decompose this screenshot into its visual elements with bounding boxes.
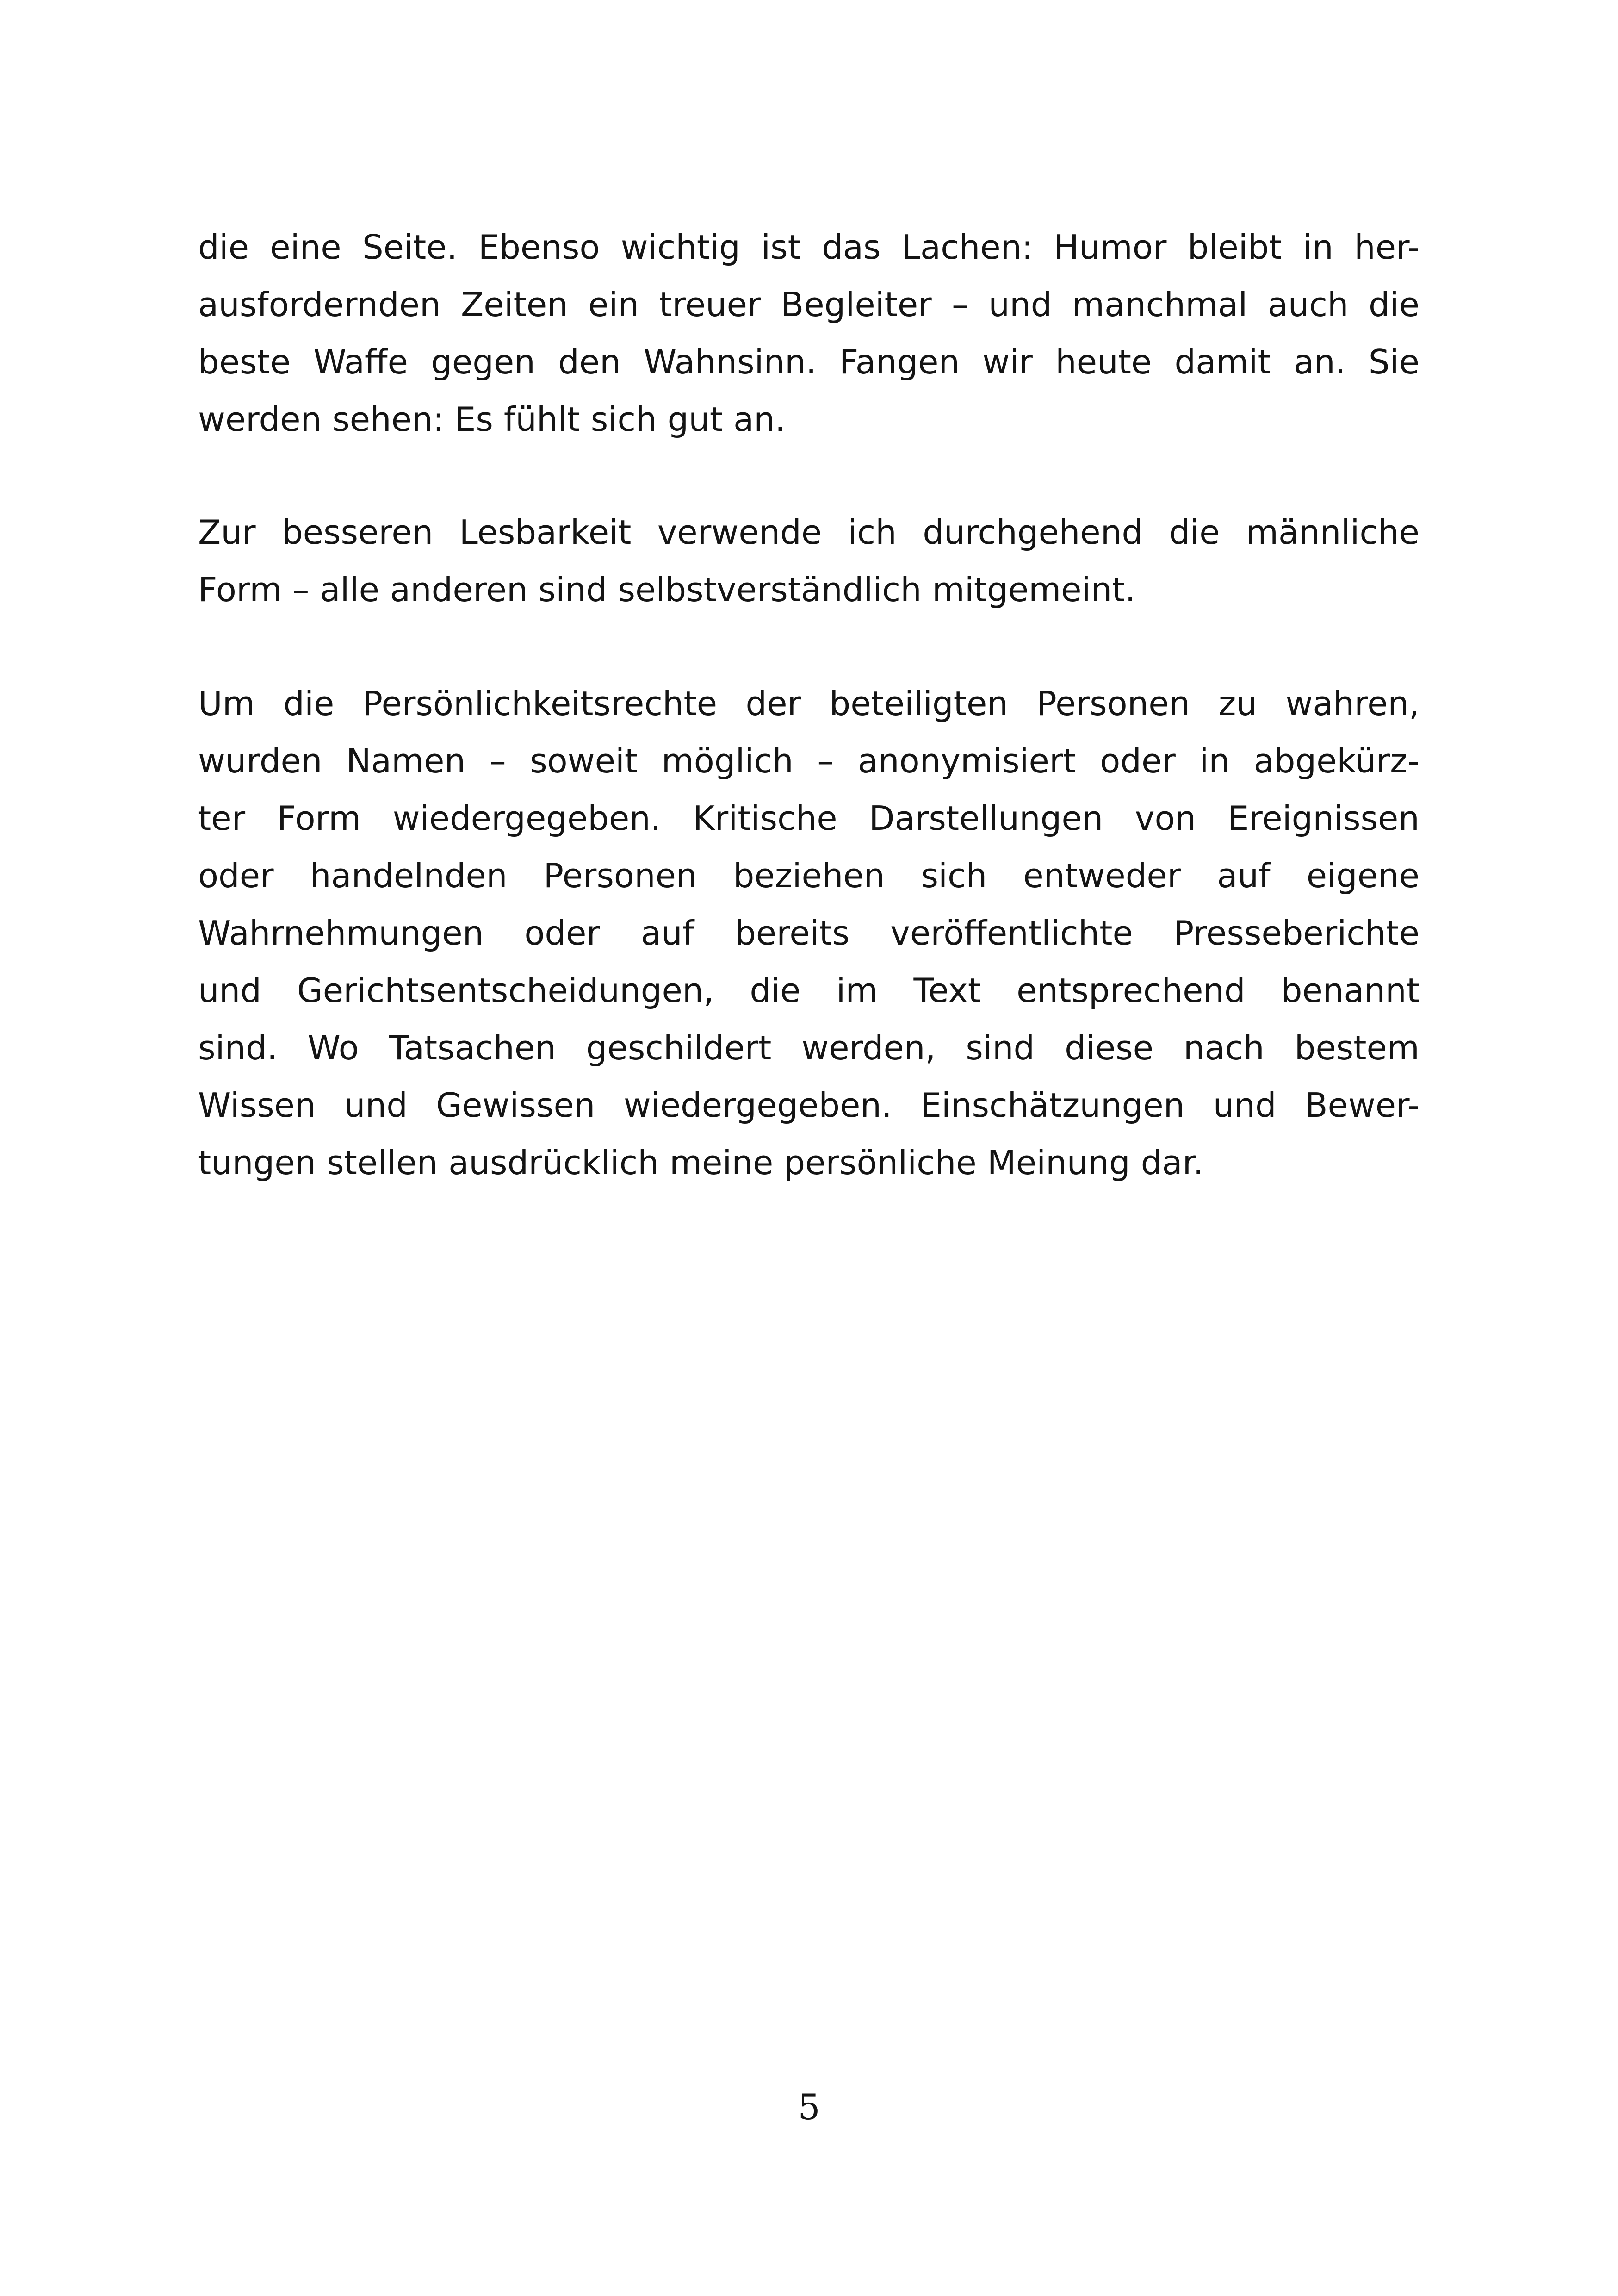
word: Ereignissen	[1227, 799, 1420, 838]
word: auf	[641, 914, 694, 952]
word: zu	[1218, 684, 1258, 723]
word: Wissen	[198, 1086, 316, 1125]
word: entweder	[1023, 856, 1181, 895]
word: fühlt	[503, 400, 580, 439]
word: Um	[198, 684, 255, 723]
word: Darstellungen	[869, 799, 1103, 838]
word: dar.	[1141, 1143, 1204, 1182]
text-line	[198, 333, 1420, 391]
word: in	[1303, 228, 1333, 267]
word: manchmal	[1072, 285, 1248, 324]
word: werden,	[801, 1028, 936, 1067]
word: sind	[966, 1028, 1035, 1067]
word: ist	[761, 228, 801, 267]
text-line	[198, 1134, 1420, 1191]
word: Presseberichte	[1173, 914, 1420, 952]
word: heute	[1055, 342, 1152, 381]
word: die	[1169, 513, 1220, 552]
word: ausdrücklich	[448, 1143, 659, 1182]
word: Personen	[1036, 684, 1190, 723]
word: das	[822, 228, 881, 267]
text-line	[198, 904, 1420, 962]
word: an.	[1293, 342, 1346, 381]
word: Persönlichkeitsrechte	[362, 684, 718, 723]
word: ich	[848, 513, 897, 552]
word: sich	[590, 400, 657, 439]
text-line	[198, 675, 1420, 732]
word: –	[952, 285, 969, 324]
word: auf	[1217, 856, 1271, 895]
word: besseren	[281, 513, 434, 552]
word: ter	[198, 799, 246, 838]
word: Ebenso	[478, 228, 600, 267]
word: sind	[538, 570, 608, 609]
word: an.	[733, 400, 786, 439]
word: eine	[270, 228, 341, 267]
word: und	[344, 1086, 408, 1125]
paragraph-1	[198, 218, 1420, 448]
word: werden	[198, 400, 322, 439]
word: Zur	[198, 513, 256, 552]
word: damit	[1174, 342, 1271, 381]
word: wurden	[198, 741, 322, 780]
word: Lesbarkeit	[459, 513, 632, 552]
word: wir	[982, 342, 1033, 381]
word: meine	[669, 1143, 774, 1182]
word: Meinung	[987, 1143, 1130, 1182]
word: die	[198, 228, 249, 267]
word: alle	[320, 570, 379, 609]
word: veröffentlichte	[890, 914, 1133, 952]
word: Form	[277, 799, 361, 838]
word: wichtig	[620, 228, 740, 267]
word: Wo	[307, 1028, 359, 1067]
paragraph-2	[198, 504, 1420, 618]
text-line	[198, 391, 1420, 448]
word: soweit	[530, 741, 638, 780]
text-line	[198, 962, 1420, 1019]
word: Fangen	[839, 342, 960, 381]
word: Bewer-	[1305, 1086, 1420, 1125]
word: männliche	[1246, 513, 1420, 552]
word: eigene	[1306, 856, 1420, 895]
word: selbstverständlich	[618, 570, 922, 609]
paragraph-3	[198, 675, 1420, 1191]
word: ausfordernden	[198, 285, 441, 324]
word: Form	[198, 570, 282, 609]
word: in	[1199, 741, 1230, 780]
text-line	[198, 1019, 1420, 1076]
word: treuer	[659, 285, 761, 324]
word: Namen	[346, 741, 466, 780]
word: die	[1368, 285, 1420, 324]
word: gegen	[431, 342, 535, 381]
word: Personen	[543, 856, 697, 895]
word: oder	[198, 856, 274, 895]
word: Gewissen	[436, 1086, 595, 1125]
word: auch	[1267, 285, 1349, 324]
word: Es	[454, 400, 493, 439]
word: den	[558, 342, 621, 381]
word: beziehen	[733, 856, 885, 895]
word: persönliche	[784, 1143, 977, 1182]
word: beste	[198, 342, 291, 381]
text-line	[198, 790, 1420, 847]
text-line	[198, 276, 1420, 333]
text-line	[198, 847, 1420, 904]
word: die	[750, 971, 801, 1010]
word: durchgehend	[923, 513, 1143, 552]
word: geschildert	[586, 1028, 772, 1067]
word: anonymisiert	[857, 741, 1076, 780]
word: bleibt	[1187, 228, 1282, 267]
word: Begleiter	[781, 285, 932, 324]
word: Einschätzungen	[920, 1086, 1185, 1125]
word: anderen	[390, 570, 528, 609]
text-line	[198, 561, 1420, 618]
word: im	[836, 971, 878, 1010]
word: handelnden	[310, 856, 508, 895]
word: möglich	[661, 741, 794, 780]
word: sich	[921, 856, 987, 895]
word: bestem	[1294, 1028, 1420, 1067]
word: wiedergegeben.	[623, 1086, 892, 1125]
word: von	[1134, 799, 1196, 838]
word: tungen	[198, 1143, 316, 1182]
word: stellen	[327, 1143, 438, 1182]
word: –	[489, 741, 506, 780]
word: Gerichtsentscheidungen,	[297, 971, 714, 1010]
word: Wahnsinn.	[644, 342, 817, 381]
word: und	[988, 285, 1052, 324]
word: der	[745, 684, 801, 723]
word: Tatsachen	[389, 1028, 556, 1067]
word: wiedergegeben.	[392, 799, 661, 838]
text-line	[198, 1076, 1420, 1134]
word: beteiligten	[829, 684, 1008, 723]
word: mitgemeint.	[932, 570, 1136, 609]
word: Waffe	[313, 342, 408, 381]
page-number: 5	[798, 2086, 820, 2128]
word: Humor	[1054, 228, 1167, 267]
word: wahren,	[1285, 684, 1420, 723]
word: Seite.	[362, 228, 458, 267]
word: diese	[1065, 1028, 1153, 1067]
word: Lachen:	[901, 228, 1033, 267]
word: und	[198, 971, 261, 1010]
word: verwende	[657, 513, 822, 552]
word: benannt	[1281, 971, 1420, 1010]
word: gut	[667, 400, 723, 439]
word: Zeiten	[460, 285, 568, 324]
word: entsprechend	[1017, 971, 1246, 1010]
word: sind.	[198, 1028, 278, 1067]
word: her-	[1354, 228, 1420, 267]
word: Wahrnehmungen	[198, 914, 484, 952]
word: oder	[1100, 741, 1176, 780]
word: die	[283, 684, 335, 723]
word: –	[817, 741, 834, 780]
text-line	[198, 218, 1420, 276]
word: ein	[588, 285, 639, 324]
word: oder	[524, 914, 600, 952]
word: –	[292, 570, 310, 609]
text-line	[198, 504, 1420, 561]
word: und	[1213, 1086, 1277, 1125]
text-line	[198, 732, 1420, 790]
word: sehen:	[332, 400, 444, 439]
word: nach	[1183, 1028, 1265, 1067]
word: Sie	[1368, 342, 1420, 381]
word: Kritische	[693, 799, 837, 838]
word: Text	[913, 971, 981, 1010]
word: bereits	[735, 914, 850, 952]
word: abgekürz-	[1253, 741, 1420, 780]
